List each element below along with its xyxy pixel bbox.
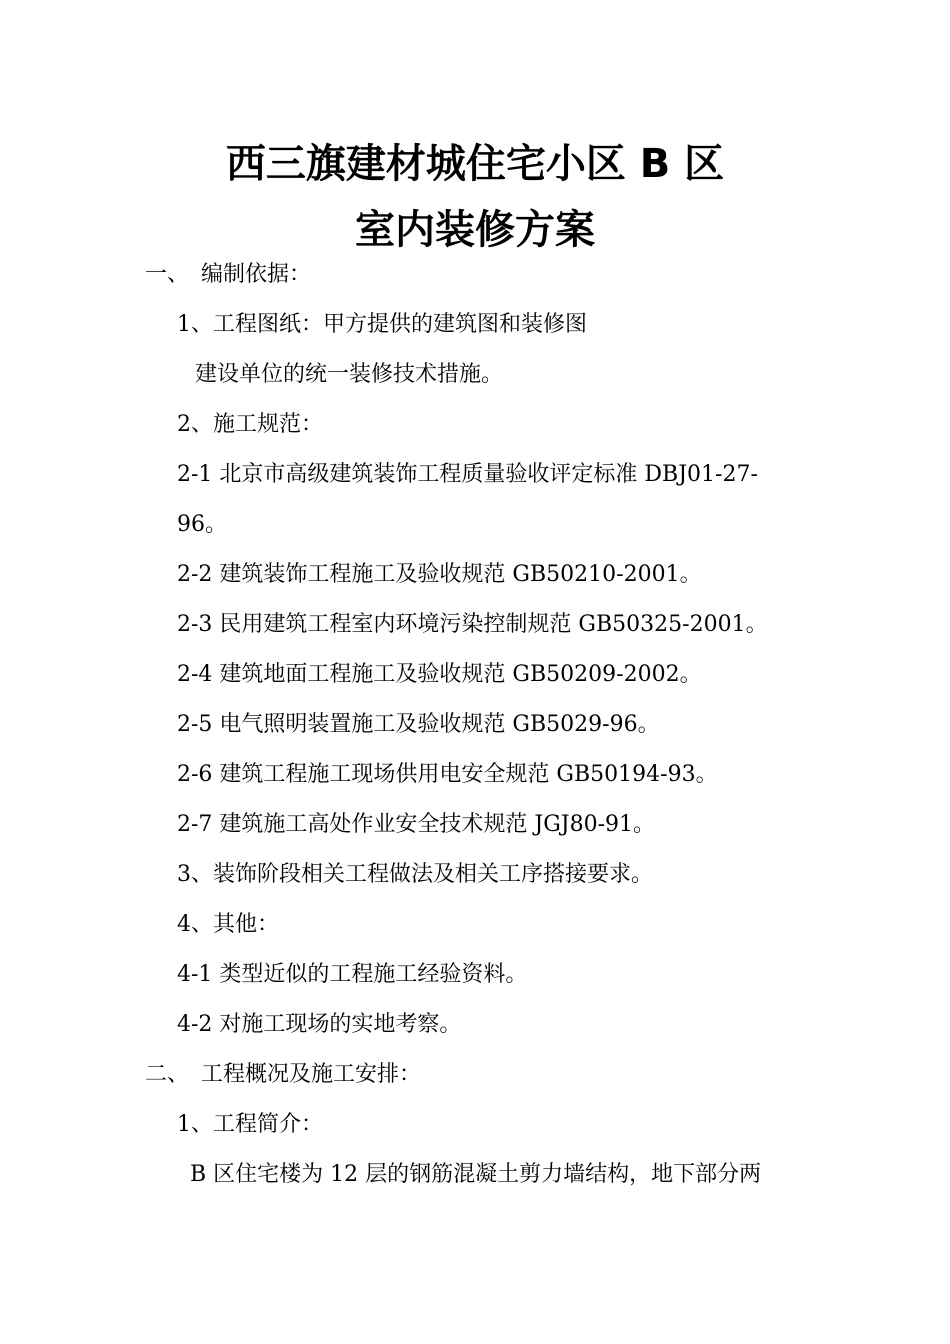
section-1-heading <box>145 260 311 290</box>
body-line: 4-1 类型近似的工程施工经验资料。 <box>177 962 528 987</box>
body-line: 1、工程简介： <box>177 1112 323 1137</box>
body-line: 2-6 建筑工程施工现场供用电安全规范 GB50194-93。 <box>177 762 718 787</box>
section-number: 二、 <box>145 1062 190 1087</box>
section-heading-text: 工程概况及施工安排： <box>201 1062 422 1087</box>
body-line: 96。 <box>177 512 227 537</box>
body-line: 4、其他： <box>177 912 279 937</box>
body-line: 建设单位的统一装修技术措施。 <box>195 362 504 387</box>
body-line: 2、施工规范： <box>177 412 323 437</box>
body-line: 2-7 建筑施工高处作业安全技术规范 JGJ80-91。 <box>177 812 656 837</box>
body-line: 2-2 建筑装饰工程施工及验收规范 GB50210-2001。 <box>177 562 702 587</box>
section-heading-text: 编制依据： <box>201 262 312 287</box>
document-title-line-2: 室内装修方案 <box>355 207 595 253</box>
body-line: 2-4 建筑地面工程施工及验收规范 GB50209-2002。 <box>177 662 702 687</box>
body-line: 4-2 对施工现场的实地考察。 <box>177 1012 462 1037</box>
body-line: 1、工程图纸：甲方提供的建筑图和装修图 <box>177 312 587 337</box>
document-title-line-1: 西三旗建材城住宅小区 B 区 <box>225 141 725 187</box>
body-line: B 区住宅楼为 12 层的钢筋混凝土剪力墙结构，地下部分两 <box>190 1162 762 1187</box>
body-line: 2-3 民用建筑工程室内环境污染控制规范 GB50325-2001。 <box>177 612 768 637</box>
body-line: 2-5 电气照明装置施工及验收规范 GB5029-96。 <box>177 712 660 737</box>
body-line: 2-1 北京市高级建筑装饰工程质量验收评定标准 DBJ01-27- <box>177 462 758 487</box>
body-line: 3、装饰阶段相关工程做法及相关工序搭接要求。 <box>177 862 653 887</box>
section-2-heading <box>145 1060 421 1090</box>
section-number: 一、 <box>145 262 190 287</box>
